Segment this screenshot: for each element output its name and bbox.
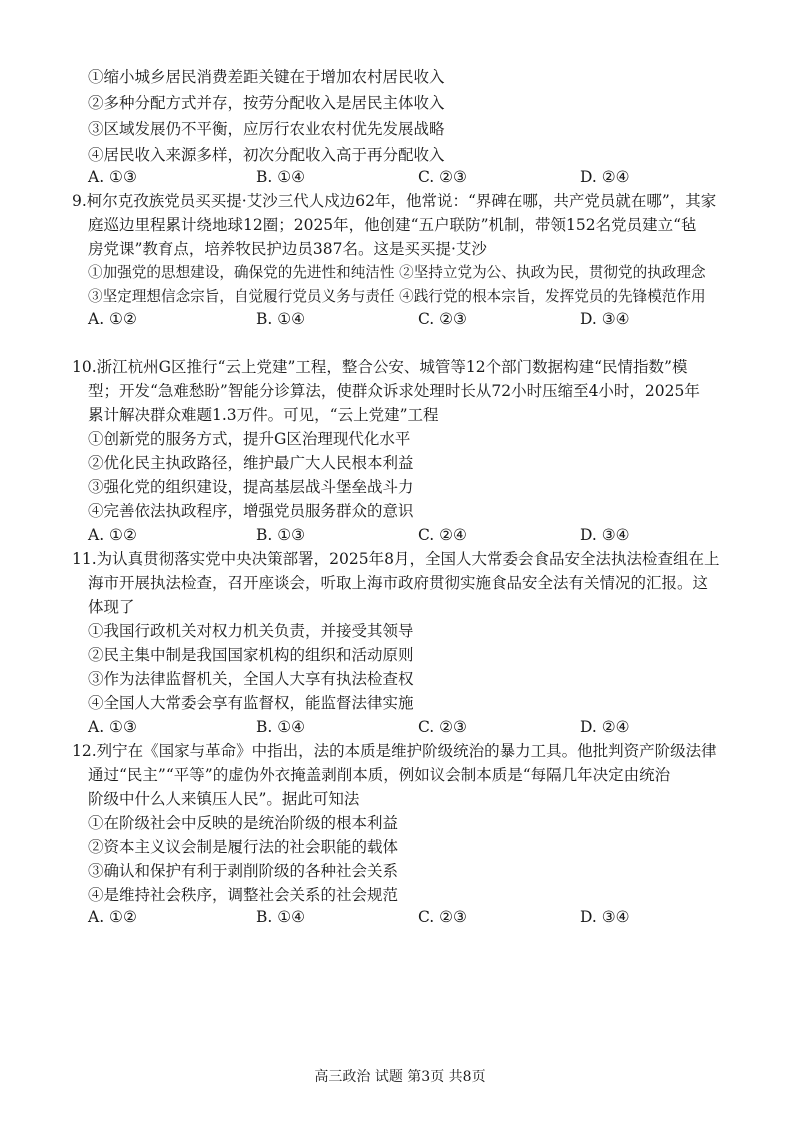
q9-option-d: D. ③④ bbox=[580, 310, 630, 328]
q10-item-3: ③强化党的组织建设，提高基层战斗堡垒战斗力 bbox=[88, 478, 414, 496]
q9-option-c: C. ②③ bbox=[418, 310, 467, 328]
q11-item-4: ④全国人大常委会享有监督权，能监督法律实施 bbox=[88, 694, 414, 712]
q11-option-c: C. ②③ bbox=[418, 718, 467, 736]
q10-item-2: ②优化民主执政路径，维护最广大人民根本利益 bbox=[88, 454, 414, 472]
q12-option-d: D. ③④ bbox=[580, 908, 630, 926]
q12-option-c: C. ②③ bbox=[418, 908, 467, 926]
q12-item-3: ③确认和保护有利于剥削阶级的各种社会关系 bbox=[88, 862, 399, 880]
q9-option-a: A. ①② bbox=[88, 310, 137, 328]
q12-stem-line-2: 通过“民主”“平等”的虚伪外衣掩盖剥削本质，例如议会制本质是“每隔几年决定由统治 bbox=[88, 766, 671, 784]
q9-option-b: B. ①④ bbox=[256, 310, 306, 328]
q8-item-2: ②多种分配方式并存，按劳分配收入是居民主体收入 bbox=[88, 94, 445, 112]
q12-stem-line-3: 阶级中什么人来镇压人民”。据此可知法 bbox=[88, 790, 360, 808]
q9-item-line-1: ①加强党的思想建设，确保党的先进性和纯洁性 ②坚持立党为公、执政为民，贯彻党的执政理念 bbox=[88, 264, 706, 281]
q10-option-a: A. ①② bbox=[88, 526, 137, 544]
q8-item-1: ①缩小城乡居民消费差距关键在于增加农村居民收入 bbox=[88, 68, 445, 86]
q8-item-3: ③区域发展仍不平衡，应厉行农业农村优先发展战略 bbox=[88, 120, 445, 138]
q12-item-1: ①在阶级社会中反映的是统治阶级的根本利益 bbox=[88, 814, 399, 832]
page-footer: 高三政治 试题 第3页 共8页 bbox=[314, 1069, 486, 1085]
q9-item-line-2: ③坚定理想信念宗旨，自觉履行党员义务与责任 ④践行党的根本宗旨，发挥党员的先锋模范作用 bbox=[88, 288, 706, 305]
q11-stem-line-2: 海市开展执法检查，召开座谈会，听取上海市政府贯彻实施食品安全法有关情况的汇报。这 bbox=[88, 574, 709, 592]
q12-item-4: ④是维持社会秩序，调整社会关系的社会规范 bbox=[88, 886, 399, 904]
q12-item-2: ②资本主义议会制是履行法的社会职能的载体 bbox=[88, 838, 399, 856]
q8-option-d: D. ②④ bbox=[580, 168, 630, 186]
q11-option-a: A. ①③ bbox=[88, 718, 137, 736]
q10-item-4: ④完善依法执政程序，增强党员服务群众的意识 bbox=[88, 502, 414, 520]
q9-stem-line-1: 9.柯尔克孜族党员买买提·艾沙三代人戍边62年，他常说：“界碑在哪，共产党员就在哪”，其家 bbox=[72, 192, 717, 210]
q11-item-1: ①我国行政机关对权力机关负责，并接受其领导 bbox=[88, 622, 414, 640]
q12-option-b: B. ①④ bbox=[256, 908, 306, 926]
q11-stem-line-1: 11.为认真贯彻落实党中央决策部署，2025年8月，全国人大常委会食品安全法执法检查组在上 bbox=[72, 550, 720, 568]
q11-stem-line-3: 体现了 bbox=[88, 598, 135, 616]
q8-item-4: ④居民收入来源多样，初次分配收入高于再分配收入 bbox=[88, 146, 445, 164]
q10-stem-line-2: 型；开发“急难愁盼”智能分诊算法，使群众诉求处理时长从72小时压缩至4小时，2025年 bbox=[88, 382, 700, 400]
q10-item-1: ①创新党的服务方式，提升G区治理现代化水平 bbox=[88, 430, 411, 448]
q11-option-d: D. ②④ bbox=[580, 718, 630, 736]
q9-stem-line-3: 房党课”教育点，培养牧民护边员387名。这是买买提·艾沙 bbox=[88, 240, 487, 258]
q11-option-b: B. ①④ bbox=[256, 718, 306, 736]
q10-stem-line-1: 10.浙江杭州G区推行“云上党建”工程，整合公安、城管等12个部门数据构建“民情指数”模 bbox=[72, 358, 688, 376]
q8-option-b: B. ①④ bbox=[256, 168, 306, 186]
q12-option-a: A. ①② bbox=[88, 908, 137, 926]
q10-option-c: C. ②④ bbox=[418, 526, 467, 544]
q8-option-c: C. ②③ bbox=[418, 168, 467, 186]
q9-stem-line-2: 庭巡边里程累计绕地球12圈；2025年，他创建“五户联防”机制，带领152名党员建立“毡 bbox=[88, 216, 697, 234]
q10-option-d: D. ③④ bbox=[580, 526, 630, 544]
q10-stem-line-3: 累计解决群众难题1.3万件。可见，“云上党建”工程 bbox=[88, 406, 439, 424]
q10-option-b: B. ①③ bbox=[256, 526, 306, 544]
q11-item-2: ②民主集中制是我国国家机构的组织和活动原则 bbox=[88, 646, 414, 664]
q11-item-3: ③作为法律监督机关，全国人大享有执法检查权 bbox=[88, 670, 414, 688]
q8-option-a: A. ①③ bbox=[88, 168, 137, 186]
q12-stem-line-1: 12.列宁在《国家与革命》中指出，法的本质是维护阶级统治的暴力工具。他批判资产阶级法律 bbox=[72, 742, 717, 760]
